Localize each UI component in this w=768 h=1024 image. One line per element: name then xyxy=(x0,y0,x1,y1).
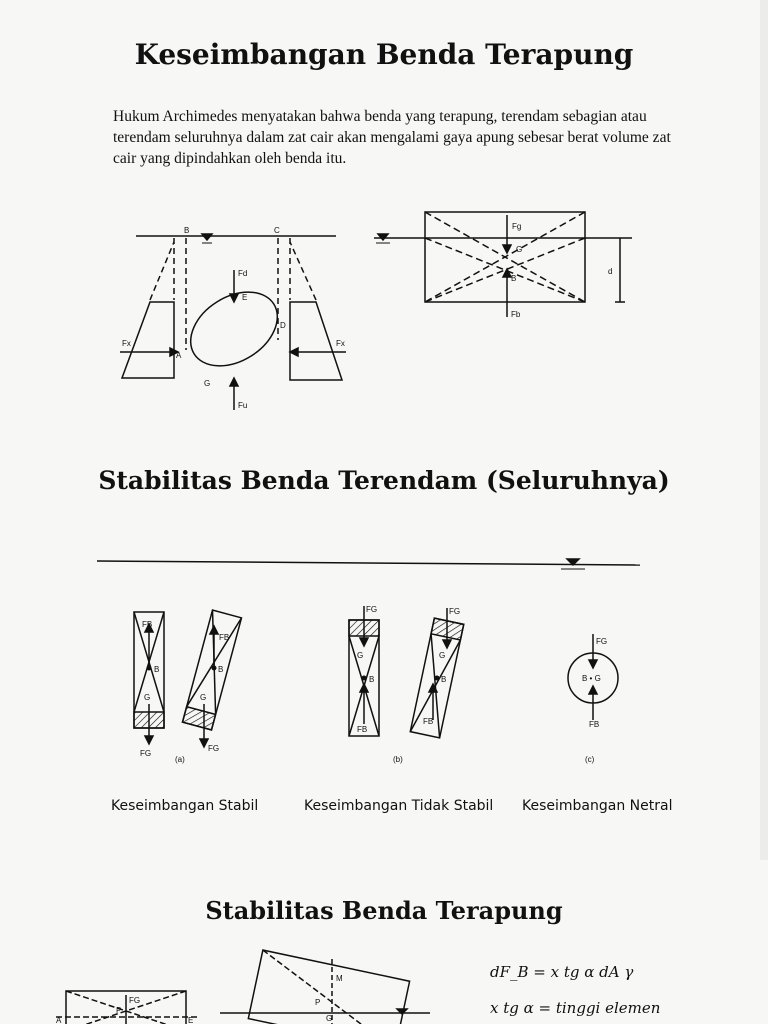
point-b-a xyxy=(147,666,152,671)
label-g-a: G xyxy=(144,693,151,702)
force-fx-right-arrowhead xyxy=(290,348,298,356)
label-p2-float: P xyxy=(315,998,321,1007)
label-fd: Fd xyxy=(238,269,248,278)
force-fb-arrowhead-c xyxy=(589,686,597,694)
label-fg-b-tilted: FG xyxy=(449,607,461,616)
point-b-b xyxy=(362,676,367,681)
force-fg-arrowhead xyxy=(503,245,511,253)
label-p-float: P xyxy=(116,1006,122,1015)
label-a: A xyxy=(176,351,182,360)
point-b-b-tilted xyxy=(435,676,440,681)
force-fg-arrowhead-a-tilted xyxy=(200,739,208,747)
label-b-a-tilted: B xyxy=(218,665,224,674)
label-b-b-tilted: B xyxy=(441,675,447,684)
label-b-b: B xyxy=(369,675,375,684)
label-fg-float: FG xyxy=(129,996,141,1005)
formula-element-height: x tg α = tinggi elemen xyxy=(490,999,661,1017)
point-b-a-tilted xyxy=(212,666,217,671)
projection-line-right-outer xyxy=(290,242,316,300)
label-b-a: B xyxy=(154,665,160,674)
figure-unstable-equilibrium xyxy=(335,600,475,770)
caption-unstable: Keseimbangan Tidak Stabil xyxy=(304,798,494,814)
water-surface-line-3 xyxy=(97,561,640,565)
label-g-2: G xyxy=(516,245,523,254)
force-fg-arrowhead-c xyxy=(589,660,597,668)
label-fg-b: FG xyxy=(366,605,378,614)
stability-water-surface xyxy=(95,555,645,575)
label-g-b: G xyxy=(357,651,364,660)
label-bg-c: B • G xyxy=(582,674,601,683)
label-b-2: B xyxy=(511,274,517,283)
label-g: G xyxy=(204,379,211,388)
label-fb-b-tilted: FB xyxy=(423,717,434,726)
label-fx-right: Fx xyxy=(336,339,345,348)
block-a-tilted xyxy=(182,610,241,730)
label-d-2: d xyxy=(608,267,613,276)
label-fg-c: FG xyxy=(596,637,608,646)
tag-a: (a) xyxy=(175,755,185,764)
label-d: D xyxy=(280,321,286,330)
water-level-symbol-icon xyxy=(202,234,212,240)
force-fd-arrowhead xyxy=(230,294,238,302)
label-c: C xyxy=(274,226,280,235)
label-g-b-tilted: G xyxy=(439,651,446,660)
figure-stable-equilibrium xyxy=(120,600,260,770)
label-a-float: A xyxy=(56,1016,62,1024)
right-projection-block xyxy=(290,302,342,380)
label-m-float: M xyxy=(336,974,343,983)
label-fg-2: Fg xyxy=(512,222,522,231)
label-fb-c: FB xyxy=(589,720,600,729)
label-fg-a: FG xyxy=(140,749,152,758)
force-fb-arrowhead-b xyxy=(360,684,368,692)
formula-df-b: dF_B = x tg α dA γ xyxy=(490,963,634,981)
label-fg-a-tilted: FG xyxy=(208,744,220,753)
figure-floating-stability xyxy=(50,955,440,1024)
label-fb-a: FB xyxy=(142,620,153,629)
tag-c: (c) xyxy=(585,755,595,764)
title-keseimbangan: Keseimbangan Benda Terapung xyxy=(134,38,634,71)
block-b-tilted-diagonal-2 xyxy=(410,634,460,738)
figure-neutral-equilibrium xyxy=(555,630,645,770)
label-fb-2: Fb xyxy=(511,310,521,319)
label-g-a-tilted: G xyxy=(200,693,207,702)
projection-line-left-outer xyxy=(150,242,174,300)
figure-ellipse-forces xyxy=(110,220,350,420)
label-fb-b: FB xyxy=(357,725,368,734)
tag-b: (b) xyxy=(393,755,403,764)
intro-paragraph: Hukum Archimedes menyatakan bahwa benda yang terapung, terendam sebagian atau terendam seluruhnya dalam zat cair akan mengalami gaya apung sebesar berat volume zat cair yang dipindahkan oleh benda itu. xyxy=(113,108,671,167)
force-fg-arrowhead-a xyxy=(145,736,153,744)
label-b: B xyxy=(184,226,190,235)
page-edge-shadow xyxy=(760,0,768,860)
label-e-float: E xyxy=(188,1016,194,1024)
title-stabilitas-terendam: Stabilitas Benda Terendam (Seluruhnya) xyxy=(98,466,670,495)
force-fb-arrowhead xyxy=(503,269,511,277)
label-fb-a-tilted: FB xyxy=(219,633,230,642)
force-fg-arrowhead-b xyxy=(360,638,368,646)
force-fg-arrowhead-b-tilted xyxy=(443,640,451,648)
label-fx-left: Fx xyxy=(122,339,131,348)
caption-neutral: Keseimbangan Netral xyxy=(522,798,673,814)
title-stabilitas-terapung: Stabilitas Benda Terapung xyxy=(205,896,563,925)
water-level-symbol-icon-2 xyxy=(378,234,388,240)
force-fb-arrowhead-a-tilted xyxy=(210,626,218,634)
label-e: E xyxy=(242,293,248,302)
figure-floating-rectangle xyxy=(370,205,640,325)
force-fu-arrowhead xyxy=(230,378,238,386)
caption-stable: Keseimbangan Stabil xyxy=(111,798,259,814)
label-fu: Fu xyxy=(238,401,248,410)
heavy-base-a-tilted xyxy=(182,707,215,730)
label-g-float: G xyxy=(326,1014,333,1023)
